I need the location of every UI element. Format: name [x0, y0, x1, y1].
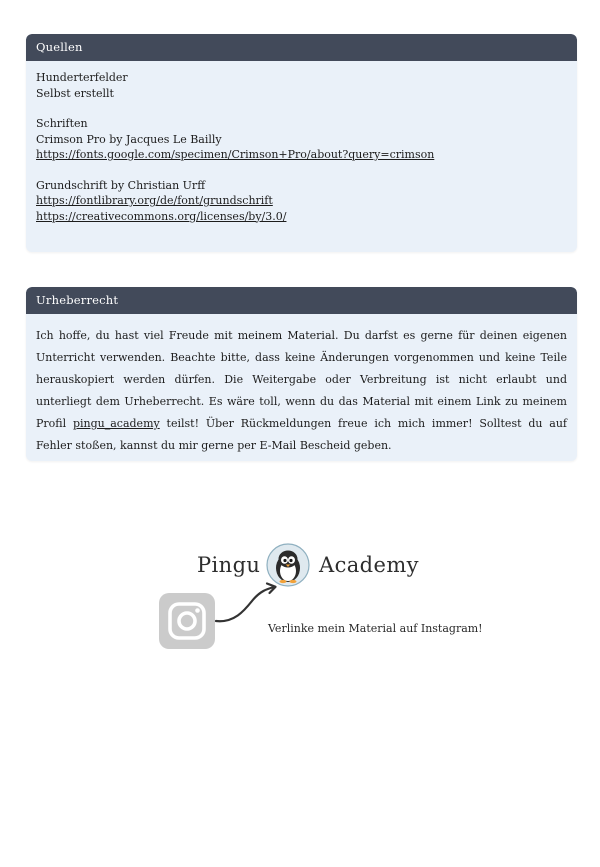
copyright-header: Urheberrecht [26, 287, 577, 314]
font1-credit: Crimson Pro by Jacques Le Bailly [36, 132, 222, 146]
sources-panel [26, 34, 577, 252]
brand-word-right: Academy [319, 553, 419, 577]
instagram-cta: Verlinke mein Material auf Instagram! [268, 622, 483, 635]
sources-header: Quellen [26, 34, 577, 61]
copyright-body [26, 314, 577, 461]
copyright-text-before: Ich hoffe, du hast viel Freude mit meinem Material. Du darfst es gerne für deinen eigenen Unterricht verwenden. Beachte bitte, dass keine Änderungen vorgenommen und keine Teile herauskopiert werden dürfen. Die Weitergabe oder Verbreitung ist nicht erlaubt und unterliegt dem Urheberrecht. Es wäre toll, wenn du das Material mit einem Link zu meinem Profil [36, 329, 567, 430]
copyright-text-after: teilst! Über Rückmeldungen freue ich mich immer! Solltest du auf Fehler stoßen, kannst du mir gerne per E-Mail Bescheid geben. [36, 417, 567, 452]
font1-link[interactable]: https://fonts.google.com/specimen/Crimson+Pro/about?query=crimson [36, 148, 435, 161]
hundred-fields-heading: Hunderterfelder [36, 71, 128, 84]
sources-body [26, 61, 577, 234]
hundred-fields-credit: Selbst erstellt [36, 86, 114, 100]
font2-link[interactable]: https://fontlibrary.org/de/font/grundschrift [36, 194, 273, 207]
fonts-heading: Schriften [36, 117, 88, 130]
profile-link[interactable]: pingu_academy [72, 417, 160, 430]
copyright-panel [26, 287, 577, 461]
instagram-icon[interactable] [158, 592, 216, 650]
license-link[interactable]: https://creativecommons.org/licenses/by/3.0/ [36, 209, 287, 223]
font2-credit: Grundschrift by Christian Urff [36, 178, 206, 192]
brand-word-left: Pingu [197, 553, 261, 577]
curved-arrow-icon [212, 581, 282, 627]
brand-area [0, 543, 600, 653]
